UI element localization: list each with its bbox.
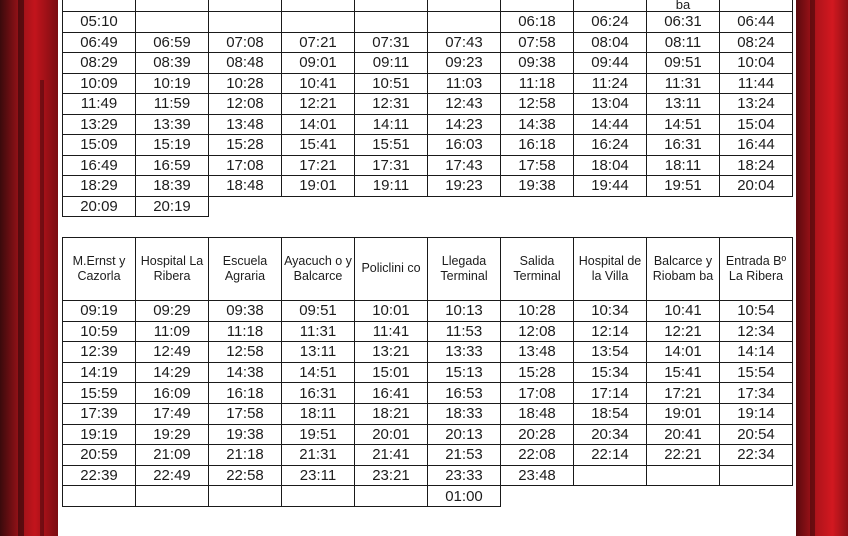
column-header: Llegada Terminal xyxy=(428,238,501,301)
time-cell: 01:00 xyxy=(428,486,501,507)
time-cell: 21:41 xyxy=(355,445,428,466)
time-cell: 08:11 xyxy=(647,32,720,53)
time-cell: 13:21 xyxy=(355,342,428,363)
time-cell: 06:49 xyxy=(63,32,136,53)
time-cell: 14:51 xyxy=(647,114,720,135)
time-cell xyxy=(720,465,793,486)
time-cell: 15:09 xyxy=(63,135,136,156)
column-header xyxy=(574,0,647,12)
time-cell: 21:18 xyxy=(209,445,282,466)
time-cell: 09:51 xyxy=(282,301,355,322)
time-cell: 10:28 xyxy=(501,301,574,322)
column-header xyxy=(428,0,501,12)
column-header xyxy=(355,0,428,12)
table-header-row xyxy=(63,0,793,12)
table-row xyxy=(63,73,793,94)
time-cell: 16:59 xyxy=(136,155,209,176)
time-cell: 22:21 xyxy=(647,445,720,466)
time-cell: 14:23 xyxy=(428,114,501,135)
time-cell: 15:34 xyxy=(574,362,647,383)
time-cell: 13:54 xyxy=(574,342,647,363)
time-cell: 12:08 xyxy=(209,94,282,115)
time-cell: 13:11 xyxy=(282,342,355,363)
table-row xyxy=(63,196,793,217)
time-cell: 06:18 xyxy=(501,12,574,33)
time-cell: 20:01 xyxy=(355,424,428,445)
time-cell: 22:14 xyxy=(574,445,647,466)
time-cell: 11:44 xyxy=(720,73,793,94)
time-cell: 15:28 xyxy=(209,135,282,156)
schedule-table-2 xyxy=(62,237,793,507)
time-cell: 20:04 xyxy=(720,176,793,197)
table-row xyxy=(63,383,793,404)
time-cell: 21:53 xyxy=(428,445,501,466)
time-cell: 18:11 xyxy=(647,155,720,176)
time-cell xyxy=(282,12,355,33)
time-cell: 21:09 xyxy=(136,445,209,466)
time-cell: 16:31 xyxy=(282,383,355,404)
time-cell: 10:54 xyxy=(720,301,793,322)
time-cell: 16:03 xyxy=(428,135,501,156)
time-cell: 06:24 xyxy=(574,12,647,33)
time-cell: 18:39 xyxy=(136,176,209,197)
table-row xyxy=(63,465,793,486)
time-cell: 20:54 xyxy=(720,424,793,445)
time-cell: 09:38 xyxy=(209,301,282,322)
column-header xyxy=(282,0,355,12)
background-left xyxy=(0,0,58,536)
time-cell: 16:31 xyxy=(647,135,720,156)
time-cell: 14:01 xyxy=(282,114,355,135)
column-header xyxy=(501,0,574,12)
empty-cell xyxy=(574,196,647,217)
table-row xyxy=(63,155,793,176)
time-cell: 23:48 xyxy=(501,465,574,486)
column-header: Escuela Agraria xyxy=(209,238,282,301)
time-cell: 11:03 xyxy=(428,73,501,94)
time-cell: 12:21 xyxy=(647,321,720,342)
time-cell: 15:13 xyxy=(428,362,501,383)
time-cell: 14:19 xyxy=(63,362,136,383)
time-cell: 14:38 xyxy=(501,114,574,135)
time-cell: 09:11 xyxy=(355,53,428,74)
time-cell: 10:34 xyxy=(574,301,647,322)
table-row xyxy=(63,342,793,363)
time-cell: 22:49 xyxy=(136,465,209,486)
time-cell: 14:38 xyxy=(209,362,282,383)
empty-cell xyxy=(574,486,647,507)
time-cell: 20:34 xyxy=(574,424,647,445)
column-header xyxy=(136,0,209,12)
empty-cell xyxy=(647,196,720,217)
time-cell: 16:18 xyxy=(501,135,574,156)
time-cell: 11:53 xyxy=(428,321,501,342)
background-pole xyxy=(40,80,44,536)
background-pole xyxy=(810,0,815,536)
time-cell: 06:31 xyxy=(647,12,720,33)
time-cell: 19:01 xyxy=(647,403,720,424)
time-cell: 11:09 xyxy=(136,321,209,342)
time-cell: 19:23 xyxy=(428,176,501,197)
time-cell: 10:04 xyxy=(720,53,793,74)
time-cell: 17:39 xyxy=(63,403,136,424)
time-cell: 12:58 xyxy=(501,94,574,115)
time-cell: 17:43 xyxy=(428,155,501,176)
time-cell: 10:41 xyxy=(647,301,720,322)
time-cell xyxy=(647,465,720,486)
time-cell: 10:59 xyxy=(63,321,136,342)
time-cell: 13:24 xyxy=(720,94,793,115)
time-cell: 22:39 xyxy=(63,465,136,486)
time-cell: 20:59 xyxy=(63,445,136,466)
time-cell xyxy=(63,486,136,507)
time-cell xyxy=(209,486,282,507)
time-cell: 12:21 xyxy=(282,94,355,115)
column-header xyxy=(63,0,136,12)
time-cell: 07:31 xyxy=(355,32,428,53)
time-cell: 06:59 xyxy=(136,32,209,53)
time-cell: 14:11 xyxy=(355,114,428,135)
background-right xyxy=(796,0,848,536)
time-cell: 09:01 xyxy=(282,53,355,74)
time-cell: 18:04 xyxy=(574,155,647,176)
time-cell: 18:21 xyxy=(355,403,428,424)
time-cell: 11:18 xyxy=(501,73,574,94)
time-cell: 10:01 xyxy=(355,301,428,322)
time-cell: 15:19 xyxy=(136,135,209,156)
time-cell: 14:14 xyxy=(720,342,793,363)
time-cell: 09:44 xyxy=(574,53,647,74)
time-cell: 11:31 xyxy=(282,321,355,342)
time-cell: 10:13 xyxy=(428,301,501,322)
column-header: Ayacuch o y Balcarce xyxy=(282,238,355,301)
time-cell: 08:48 xyxy=(209,53,282,74)
time-cell: 14:51 xyxy=(282,362,355,383)
time-cell: 18:33 xyxy=(428,403,501,424)
time-cell: 09:23 xyxy=(428,53,501,74)
time-cell: 16:41 xyxy=(355,383,428,404)
time-cell xyxy=(282,486,355,507)
time-cell xyxy=(574,465,647,486)
time-cell: 22:34 xyxy=(720,445,793,466)
time-cell: 14:29 xyxy=(136,362,209,383)
time-cell: 20:13 xyxy=(428,424,501,445)
time-cell xyxy=(355,12,428,33)
time-cell: 20:09 xyxy=(63,196,136,217)
time-cell: 17:08 xyxy=(209,155,282,176)
time-cell: 19:38 xyxy=(209,424,282,445)
empty-cell xyxy=(355,196,428,217)
time-cell: 18:11 xyxy=(282,403,355,424)
time-cell: 13:04 xyxy=(574,94,647,115)
time-cell: 07:43 xyxy=(428,32,501,53)
time-cell: 10:28 xyxy=(209,73,282,94)
time-cell: 20:28 xyxy=(501,424,574,445)
empty-cell xyxy=(501,486,574,507)
time-cell: 23:21 xyxy=(355,465,428,486)
time-cell: 07:58 xyxy=(501,32,574,53)
schedule-sheet xyxy=(58,0,796,536)
time-cell: 10:51 xyxy=(355,73,428,94)
column-header xyxy=(720,0,793,12)
time-cell: 10:09 xyxy=(63,73,136,94)
time-cell xyxy=(428,12,501,33)
time-cell: 18:24 xyxy=(720,155,793,176)
time-cell xyxy=(136,486,209,507)
time-cell: 17:08 xyxy=(501,383,574,404)
time-cell: 15:51 xyxy=(355,135,428,156)
time-cell: 10:19 xyxy=(136,73,209,94)
time-cell: 11:49 xyxy=(63,94,136,115)
table-row xyxy=(63,321,793,342)
time-cell: 12:58 xyxy=(209,342,282,363)
time-cell: 15:41 xyxy=(282,135,355,156)
time-cell: 12:34 xyxy=(720,321,793,342)
time-cell: 21:31 xyxy=(282,445,355,466)
time-cell: 17:31 xyxy=(355,155,428,176)
column-header: Entrada Bº La Ribera xyxy=(720,238,793,301)
time-cell: 15:54 xyxy=(720,362,793,383)
empty-cell xyxy=(282,196,355,217)
time-cell: 08:04 xyxy=(574,32,647,53)
table-row xyxy=(63,114,793,135)
time-cell: 15:41 xyxy=(647,362,720,383)
time-cell: 12:14 xyxy=(574,321,647,342)
time-cell: 12:39 xyxy=(63,342,136,363)
column-header: Balcarce y Riobam ba xyxy=(647,238,720,301)
time-cell: 16:18 xyxy=(209,383,282,404)
empty-cell xyxy=(720,196,793,217)
time-cell: 11:18 xyxy=(209,321,282,342)
time-cell: 19:38 xyxy=(501,176,574,197)
time-cell: 05:10 xyxy=(63,12,136,33)
background-pole xyxy=(18,0,24,536)
table-header-row xyxy=(63,238,793,301)
time-cell: 19:14 xyxy=(720,403,793,424)
time-cell: 19:11 xyxy=(355,176,428,197)
time-cell: 08:24 xyxy=(720,32,793,53)
time-cell xyxy=(355,486,428,507)
time-cell: 08:29 xyxy=(63,53,136,74)
time-cell: 19:51 xyxy=(647,176,720,197)
time-cell: 17:34 xyxy=(720,383,793,404)
time-cell: 13:48 xyxy=(501,342,574,363)
table-row xyxy=(63,486,793,507)
time-cell: 10:41 xyxy=(282,73,355,94)
time-cell: 16:49 xyxy=(63,155,136,176)
time-cell: 13:29 xyxy=(63,114,136,135)
table-row xyxy=(63,94,793,115)
table-row xyxy=(63,403,793,424)
time-cell: 09:51 xyxy=(647,53,720,74)
table-row xyxy=(63,176,793,197)
time-cell: 07:08 xyxy=(209,32,282,53)
time-cell: 16:24 xyxy=(574,135,647,156)
table-row xyxy=(63,424,793,445)
column-header: Salida Terminal xyxy=(501,238,574,301)
time-cell: 17:58 xyxy=(501,155,574,176)
time-cell: 20:19 xyxy=(136,196,209,217)
time-cell: 07:21 xyxy=(282,32,355,53)
column-header: ba xyxy=(647,0,720,12)
time-cell: 17:21 xyxy=(647,383,720,404)
table-row xyxy=(63,362,793,383)
time-cell: 17:58 xyxy=(209,403,282,424)
time-cell: 11:59 xyxy=(136,94,209,115)
column-header: Hospital de la Villa xyxy=(574,238,647,301)
time-cell: 13:33 xyxy=(428,342,501,363)
time-cell: 19:51 xyxy=(282,424,355,445)
time-cell: 08:39 xyxy=(136,53,209,74)
empty-cell xyxy=(428,196,501,217)
table-row xyxy=(63,301,793,322)
time-cell: 19:29 xyxy=(136,424,209,445)
time-cell: 13:11 xyxy=(647,94,720,115)
time-cell: 17:14 xyxy=(574,383,647,404)
time-cell: 14:44 xyxy=(574,114,647,135)
time-cell: 06:44 xyxy=(720,12,793,33)
column-header: M.Ernst y Cazorla xyxy=(63,238,136,301)
time-cell: 19:19 xyxy=(63,424,136,445)
time-cell: 22:08 xyxy=(501,445,574,466)
time-cell: 13:48 xyxy=(209,114,282,135)
time-cell: 09:38 xyxy=(501,53,574,74)
table-row xyxy=(63,32,793,53)
time-cell: 12:43 xyxy=(428,94,501,115)
time-cell: 19:01 xyxy=(282,176,355,197)
empty-cell xyxy=(501,196,574,217)
time-cell: 09:19 xyxy=(63,301,136,322)
column-header xyxy=(209,0,282,12)
time-cell: 15:28 xyxy=(501,362,574,383)
time-cell: 18:29 xyxy=(63,176,136,197)
time-cell: 17:21 xyxy=(282,155,355,176)
time-cell: 22:58 xyxy=(209,465,282,486)
time-cell: 11:24 xyxy=(574,73,647,94)
time-cell: 09:29 xyxy=(136,301,209,322)
time-cell: 18:48 xyxy=(209,176,282,197)
empty-cell xyxy=(720,486,793,507)
time-cell: 19:44 xyxy=(574,176,647,197)
time-cell: 12:08 xyxy=(501,321,574,342)
table-row xyxy=(63,12,793,33)
time-cell: 14:01 xyxy=(647,342,720,363)
time-cell: 20:41 xyxy=(647,424,720,445)
empty-cell xyxy=(209,196,282,217)
time-cell: 18:48 xyxy=(501,403,574,424)
time-cell: 13:39 xyxy=(136,114,209,135)
time-cell: 11:41 xyxy=(355,321,428,342)
time-cell: 23:33 xyxy=(428,465,501,486)
time-cell: 15:01 xyxy=(355,362,428,383)
time-cell: 12:31 xyxy=(355,94,428,115)
column-header: Policlini co xyxy=(355,238,428,301)
time-cell xyxy=(136,12,209,33)
time-cell: 11:31 xyxy=(647,73,720,94)
table-row xyxy=(63,53,793,74)
time-cell: 16:44 xyxy=(720,135,793,156)
time-cell: 17:49 xyxy=(136,403,209,424)
table-row xyxy=(63,445,793,466)
time-cell: 23:11 xyxy=(282,465,355,486)
table-row xyxy=(63,135,793,156)
schedule-table-1 xyxy=(62,0,793,217)
column-header: Hospital La Ribera xyxy=(136,238,209,301)
time-cell: 18:54 xyxy=(574,403,647,424)
time-cell: 16:53 xyxy=(428,383,501,404)
time-cell: 12:49 xyxy=(136,342,209,363)
time-cell: 16:09 xyxy=(136,383,209,404)
time-cell: 15:59 xyxy=(63,383,136,404)
time-cell xyxy=(209,12,282,33)
empty-cell xyxy=(647,486,720,507)
time-cell: 15:04 xyxy=(720,114,793,135)
